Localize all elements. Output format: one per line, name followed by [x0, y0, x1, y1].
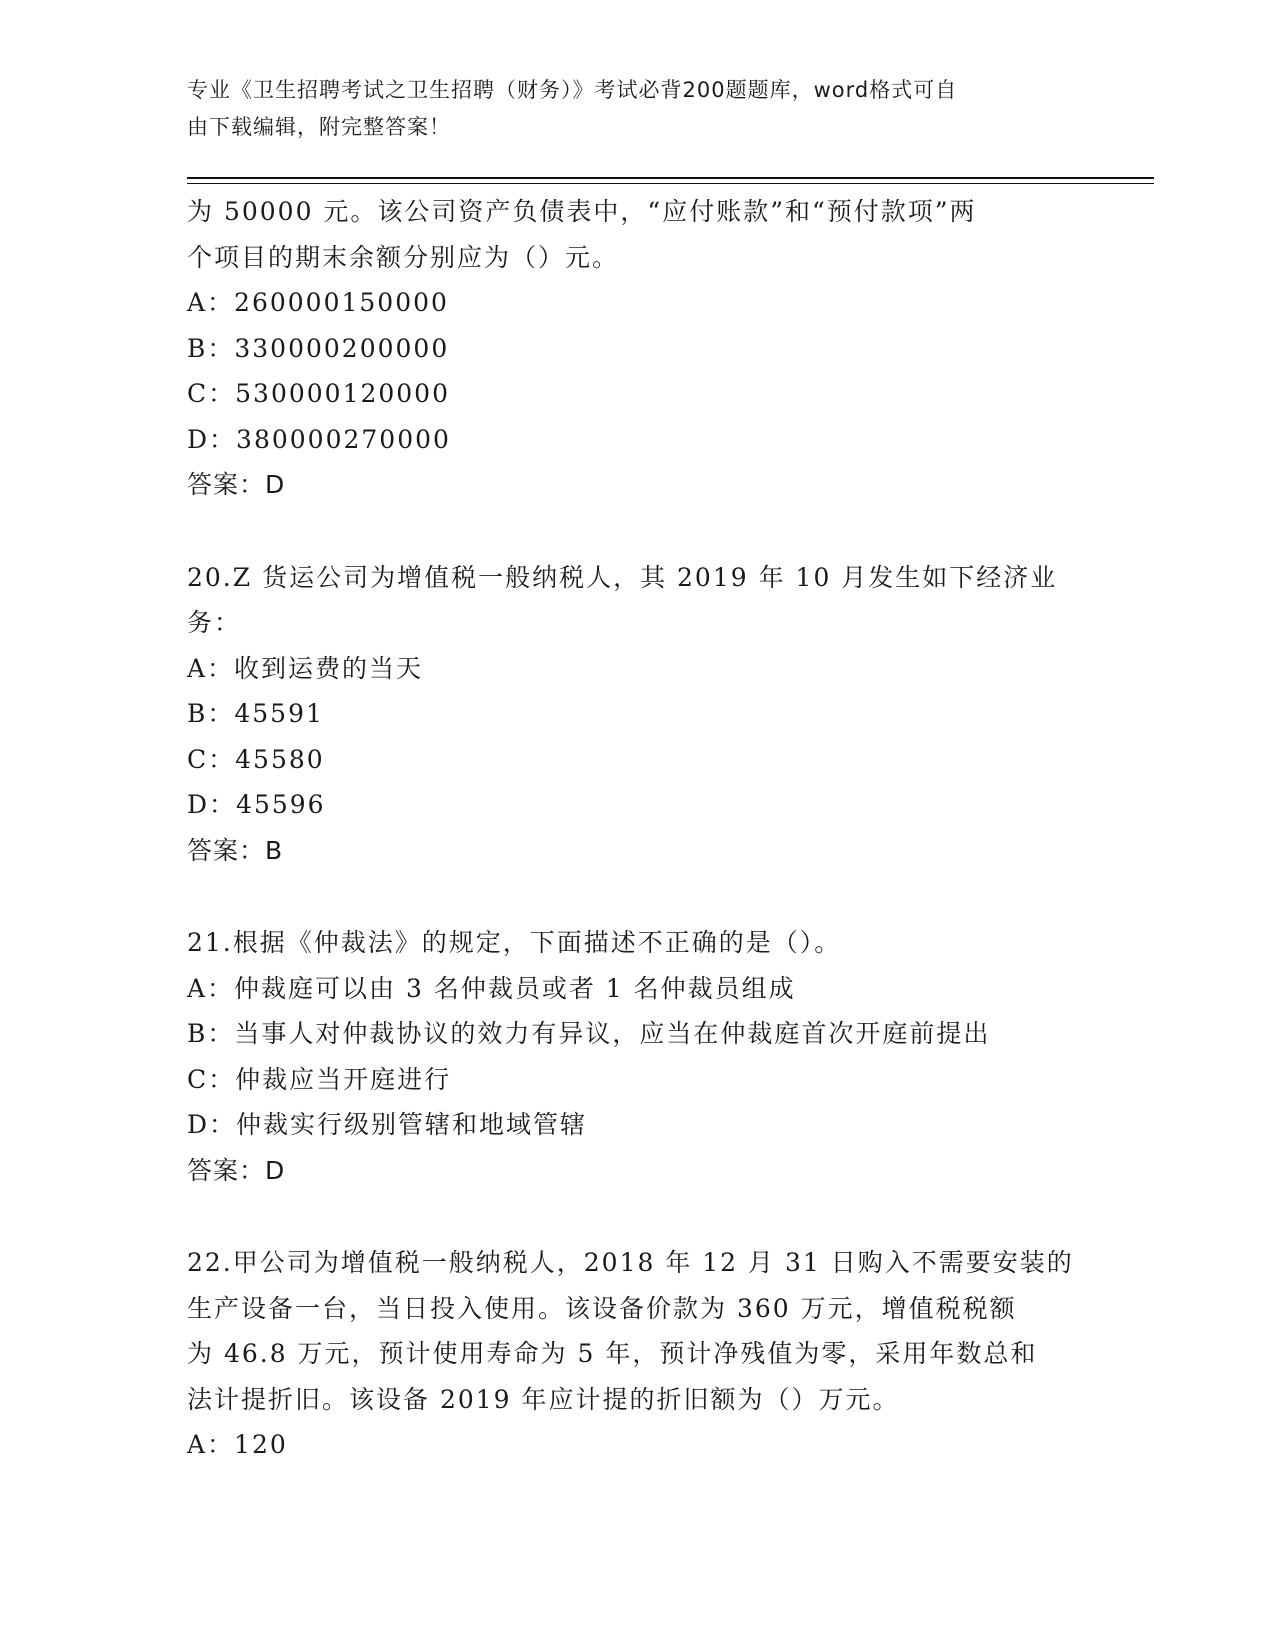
option-c: C：530000120000 [187, 379, 450, 408]
option-d: D：45596 [187, 790, 326, 819]
question-19 [187, 189, 1087, 508]
header-line-2: 由下载编辑，附完整答案！ [187, 115, 451, 139]
option-b: B：45591 [187, 699, 324, 728]
header-divider-thick [187, 177, 1154, 179]
spacer [187, 873, 1087, 920]
spacer [187, 508, 1087, 555]
option-d: D：仲裁实行级别管辖和地域管辖 [187, 1110, 588, 1139]
option-a: A：260000150000 [187, 288, 449, 317]
question-stem-line: 法计提折旧。该设备 2019 年应计提的折旧额为（）万元。 [187, 1384, 900, 1414]
question-20 [187, 555, 1087, 874]
document-header [187, 72, 1067, 146]
question-stem-line: 为 46.8 万元，预计使用寿命为 5 年，预计净残值为零，采用年数总和 [187, 1339, 1038, 1368]
option-a: A：仲裁庭可以由 3 名仲裁员或者 1 名仲裁员组成 [187, 973, 796, 1003]
option-c: C：45580 [187, 744, 325, 774]
option-b: B：当事人对仲裁协议的效力有异议，应当在仲裁庭首次开庭前提出 [187, 1019, 991, 1048]
question-stem-line: 务： [187, 608, 242, 637]
question-22 [187, 1240, 1087, 1468]
header-line-1: 专业《卫生招聘考试之卫生招聘（财务）》考试必背200题题库，word格式可自 [187, 78, 958, 102]
option-d: D：380000270000 [187, 424, 451, 454]
question-stem-line: 20.Z 货运公司为增值税一般纳税人，其 2019 年 10 月发生如下经济业 [187, 562, 1058, 592]
header-divider-thin [187, 183, 1154, 184]
answer-line: 答案：B [187, 835, 284, 865]
option-b: B：330000200000 [187, 333, 450, 363]
option-a: A：120 [187, 1430, 288, 1459]
option-c: C：仲裁应当开庭进行 [187, 1064, 452, 1094]
question-stem-line: 为 50000 元。该公司资产负债表中，“应付账款”和“预付款项”两 [187, 197, 977, 226]
answer-line: 答案：D [187, 1155, 286, 1185]
option-a: A：收到运费的当天 [187, 653, 424, 683]
spacer [187, 1193, 1087, 1240]
answer-line: 答案：D [187, 470, 286, 499]
question-21 [187, 920, 1087, 1193]
question-list [187, 189, 1087, 1468]
question-stem-line: 22.甲公司为增值税一般纳税人，2018 年 12 月 31 日购入不需要安装的 [187, 1248, 1074, 1277]
question-stem-line: 生产设备一台，当日投入使用。该设备价款为 360 万元，增值税税额 [187, 1293, 1017, 1323]
question-stem-line: 个项目的期末余额分别应为（）元。 [187, 242, 620, 272]
question-stem-line: 21.根据《仲裁法》的规定，下面描述不正确的是（）。 [187, 928, 842, 957]
